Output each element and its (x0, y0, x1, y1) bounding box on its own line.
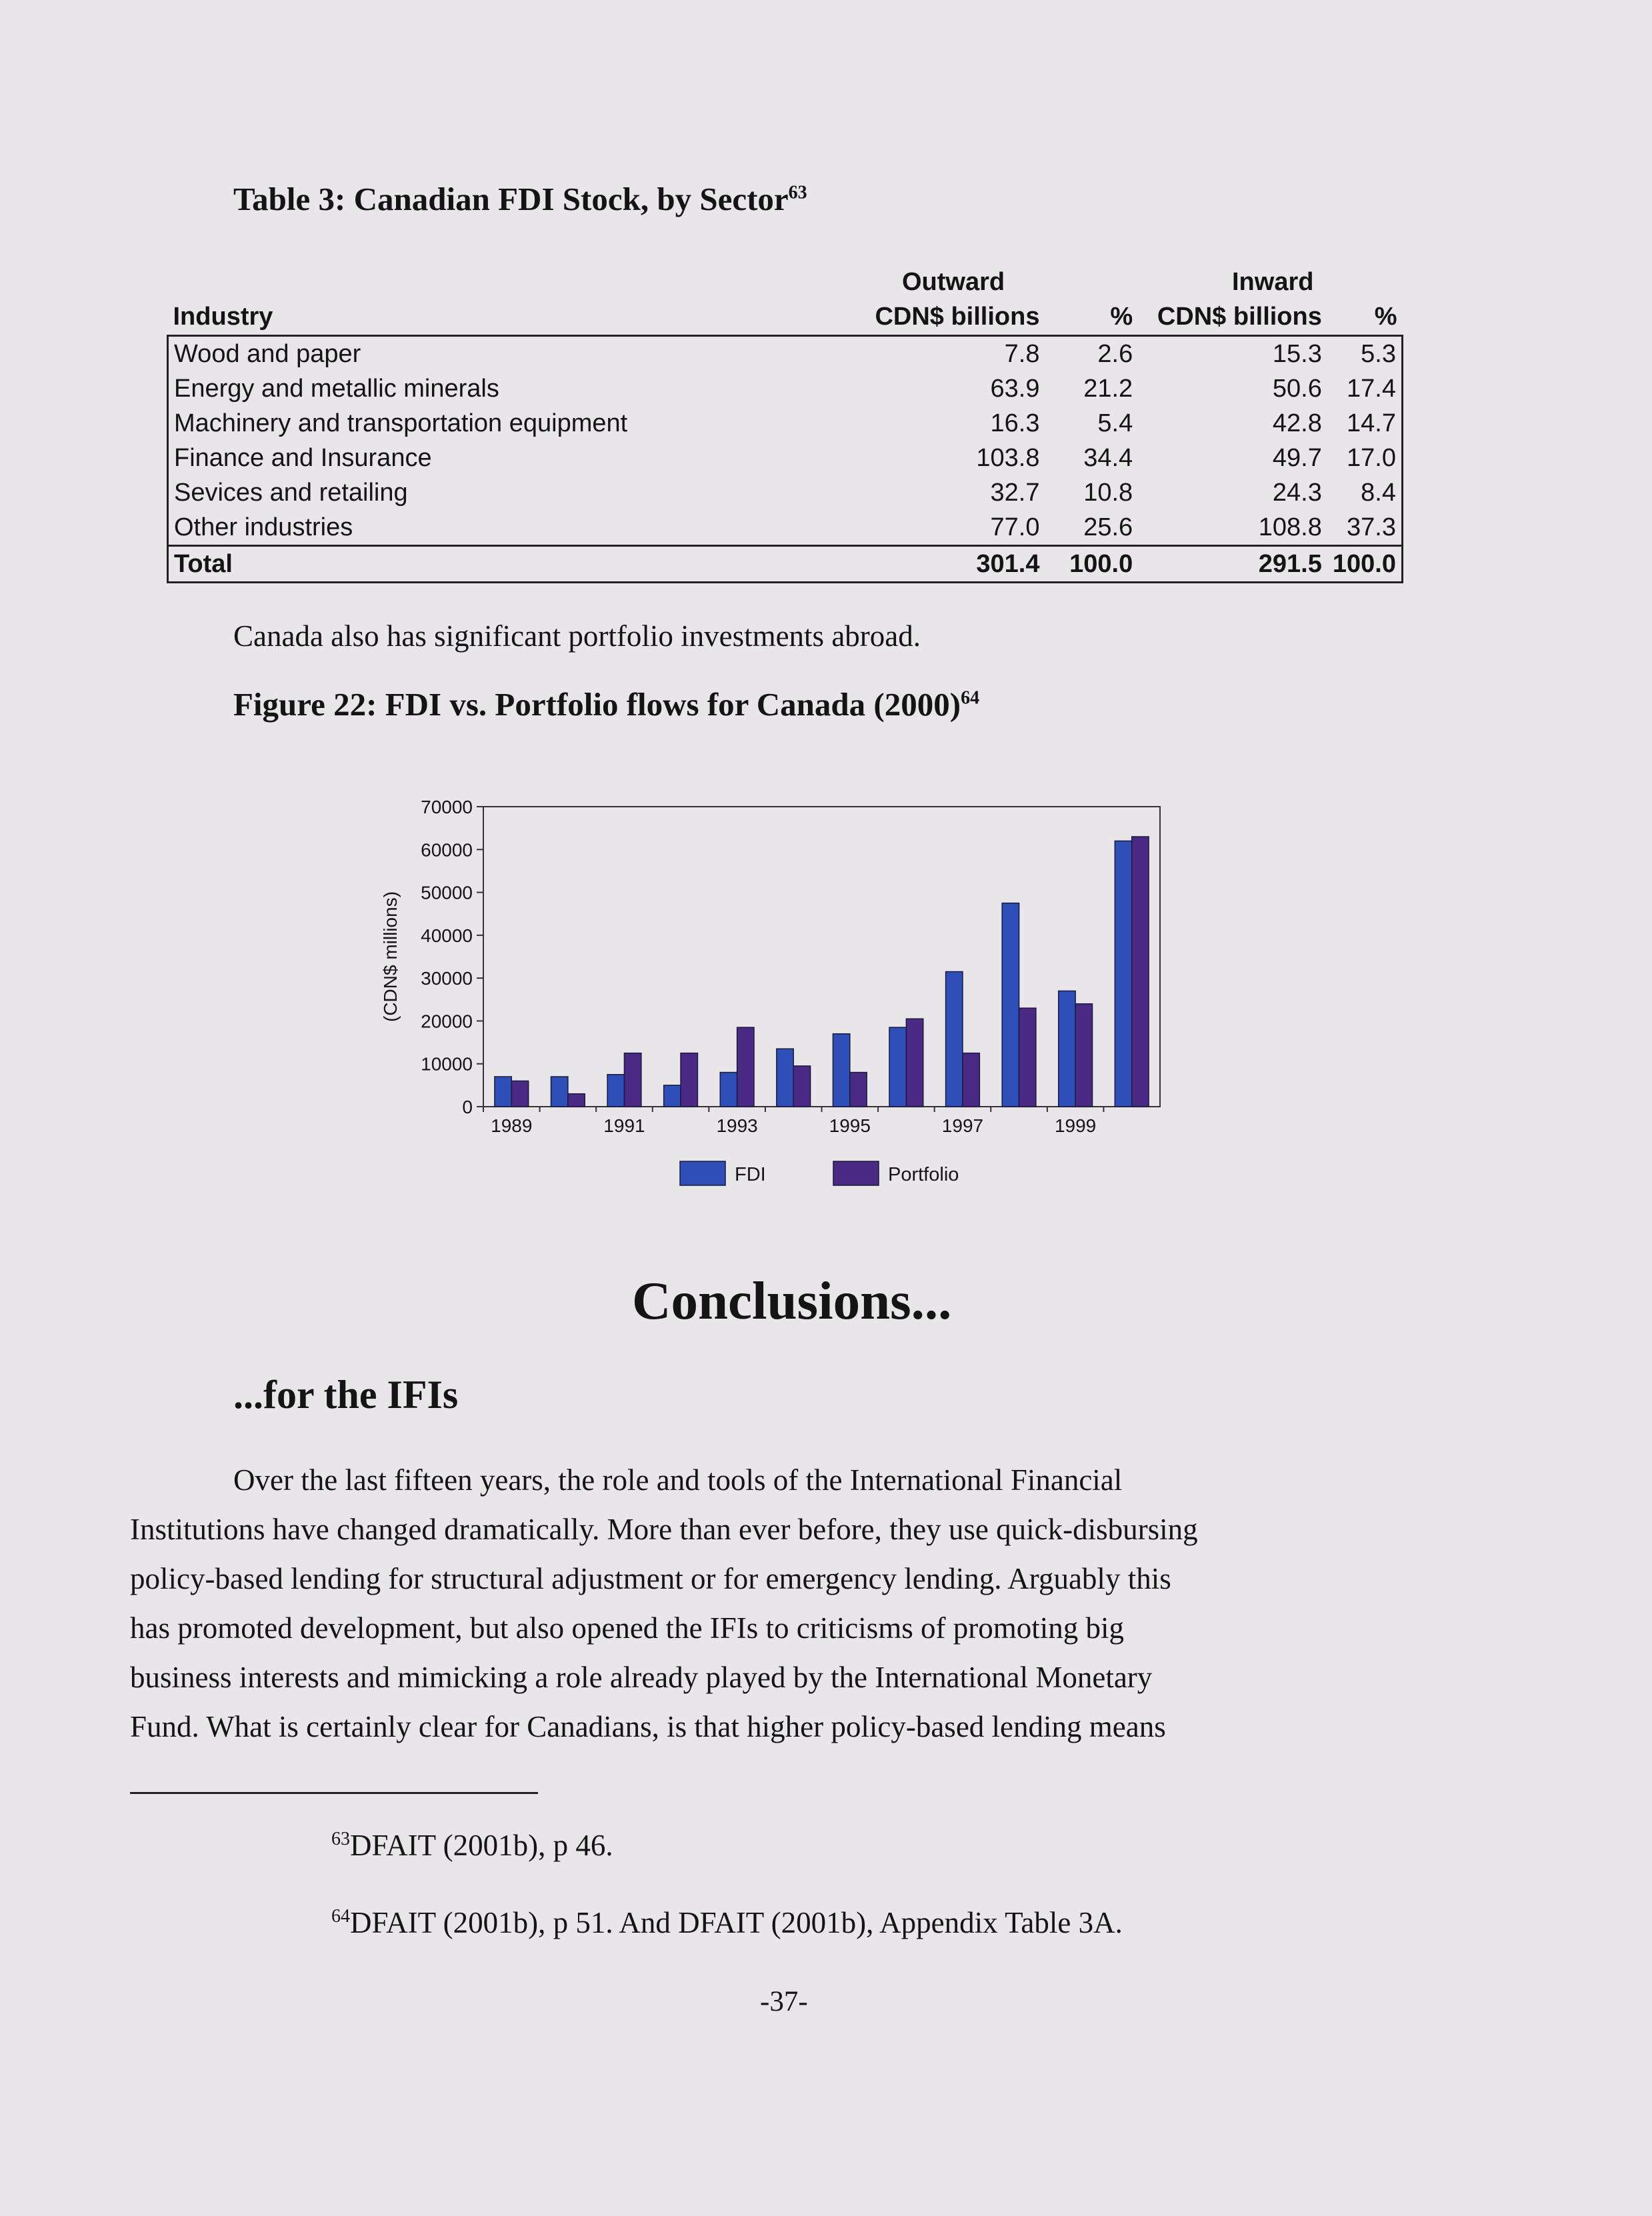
cell-industry: Other industries (174, 513, 353, 541)
cell-inward-value: 108.8 (1258, 513, 1322, 541)
y-tick-label: 70000 (421, 797, 473, 817)
cell-outward-pct: 34.4 (1083, 444, 1133, 472)
bar-fdi-1991 (607, 1075, 624, 1107)
header-outward-value: CDN$ billions (875, 303, 1040, 331)
outward-group-header: Outward (902, 268, 1005, 296)
cell-outward-value: 32.7 (990, 479, 1040, 507)
for-the-ifis-heading: ...for the IFIs (233, 1373, 459, 1417)
figure-title: Figure 22: FDI vs. Portfolio flows for Canada $(2000)^{64}$ (233, 686, 980, 723)
inward-group-header: Inward (1232, 268, 1314, 296)
bar-fdi-1994 (777, 1049, 793, 1107)
x-tick-label: 1989 (491, 1115, 533, 1136)
cell-outward-pct: 10.8 (1083, 479, 1133, 507)
bar-portfolio-1992 (681, 1053, 697, 1107)
cell-outward-value: 16.3 (990, 409, 1040, 437)
table-header-row (168, 301, 1403, 336)
bar-portfolio-1998 (1019, 1008, 1036, 1107)
cell-inward-value: 50.6 (1272, 375, 1322, 403)
paragraph-line: Institutions have changed dramatically. More than ever before, they use quick-disbursing (130, 1513, 1198, 1546)
bar-fdi-1997 (946, 972, 963, 1107)
bar-fdi-1999 (1059, 991, 1075, 1107)
fdi-portfolio-bar-chart (360, 797, 1200, 1210)
cell-inward-pct: 5.3 (1361, 340, 1396, 368)
cell-total-label: Total (168, 546, 856, 583)
table-row (168, 475, 1403, 510)
x-tick-label: 1995 (829, 1115, 871, 1136)
header-outward-pct: % (1110, 303, 1133, 331)
cell-industry: Wood and paper (174, 340, 361, 368)
cell-total-outward-value: 301.4 (856, 546, 1045, 583)
paragraph-line: Fund. What is certainly clear for Canadians, is that higher policy-based lending means (130, 1710, 1166, 1743)
cell-total-inward-pct: 100.0 (1327, 546, 1403, 583)
bar-fdi-1992 (664, 1085, 681, 1107)
bar-portfolio-1990 (568, 1094, 585, 1107)
cell-outward-value: 7.8 (1004, 340, 1040, 368)
cell-industry: Machinery and transportation equipment (174, 409, 628, 437)
conclusions-heading: Conclusions... (632, 1271, 952, 1331)
cell-industry: Sevices and retailing (174, 479, 408, 507)
legend-label-fdi: FDI (735, 1164, 766, 1185)
cell-inward-pct: 8.4 (1361, 479, 1396, 507)
figure-title-footnote-ref: 64 (961, 687, 980, 709)
legend-swatch-portfolio (833, 1161, 879, 1185)
table-row (168, 406, 1403, 441)
x-tick-label: 1991 (603, 1115, 645, 1136)
bar-fdi-1993 (720, 1073, 737, 1107)
y-tick-label: 10000 (421, 1053, 473, 1075)
cell-inward-pct: 37.3 (1347, 513, 1396, 541)
y-tick-label: 50000 (421, 882, 473, 903)
legend-swatch-fdi (680, 1161, 725, 1185)
cell-outward-pct: 25.6 (1083, 513, 1133, 541)
cell-inward-value: 15.3 (1272, 340, 1322, 368)
cell-total-outward-pct: 100.0 (1045, 546, 1138, 583)
paragraph-line: policy-based lending for structural adjustment or for emergency lending. Arguably this (130, 1562, 1171, 1595)
footnote-divider (130, 1792, 538, 1794)
bar-portfolio-1989 (511, 1081, 528, 1107)
y-tick-label: 60000 (421, 839, 473, 861)
cell-inward-pct: 14.7 (1347, 409, 1396, 437)
legend-label-portfolio: Portfolio (888, 1164, 959, 1185)
cell-outward-pct: 5.4 (1097, 409, 1133, 437)
bar-fdi-2000 (1115, 841, 1131, 1107)
y-tick-label: 30000 (421, 968, 473, 989)
bar-portfolio-1997 (963, 1053, 979, 1107)
cell-outward-value: 103.8 (976, 444, 1040, 472)
portfolio-sentence: Canada also has significant portfolio investments abroad. (233, 619, 921, 653)
cell-outward-pct: 2.6 (1097, 340, 1133, 368)
table-row (168, 510, 1403, 546)
x-tick-label: 1997 (941, 1115, 984, 1136)
bar-portfolio-1995 (850, 1073, 867, 1107)
bar-portfolio-1993 (737, 1027, 754, 1107)
cell-inward-value: 24.3 (1272, 479, 1322, 507)
cell-industry: Finance and Insurance (174, 444, 432, 472)
bar-fdi-1996 (889, 1027, 906, 1107)
cell-inward-value: 42.8 (1272, 409, 1322, 437)
header-inward-pct: % (1374, 303, 1397, 331)
table-row (168, 371, 1403, 406)
x-tick-label: 1993 (716, 1115, 758, 1136)
bar-portfolio-1991 (624, 1053, 641, 1107)
paragraph-line: has promoted development, but also opened the IFIs to criticisms of promoting big (130, 1611, 1124, 1645)
chart-plot-area (380, 797, 1160, 1185)
cell-inward-pct: 17.0 (1347, 444, 1396, 472)
footnote-64-mark: 64 (331, 1906, 350, 1927)
table-total-row (168, 546, 1403, 583)
table-title-footnote-ref: 63 (788, 182, 807, 203)
table-title: Table 3: Canadian FDI Stock, by Sector$^{63}$ (233, 181, 807, 217)
cell-inward-pct: 17.4 (1347, 375, 1396, 403)
footnote-64: $^{64}$DFAIT (2001b), p 51. And DFAIT (2001b), Appendix Table 3A. (331, 1906, 1123, 1939)
bar-portfolio-1999 (1075, 1004, 1092, 1107)
bar-fdi-1998 (1002, 903, 1019, 1107)
table-row (168, 441, 1403, 475)
cell-outward-pct: 21.2 (1083, 375, 1133, 403)
bar-portfolio-1996 (906, 1019, 923, 1107)
paragraph-line: business interests and mimicking a role already played by the International Monetary (130, 1661, 1153, 1694)
footnote-63-mark: 63 (331, 1829, 350, 1849)
cell-inward-value: 49.7 (1272, 444, 1322, 472)
x-tick-label: 1999 (1054, 1115, 1097, 1136)
cell-total-inward-value: 291.5 (1138, 546, 1327, 583)
bar-fdi-1995 (833, 1034, 849, 1107)
cell-outward-value: 77.0 (990, 513, 1040, 541)
fdi-stock-table (167, 301, 1403, 583)
cell-outward-value: 63.9 (990, 375, 1040, 403)
footnote-63: $^{63}$DFAIT (2001b), p 46. (331, 1829, 613, 1862)
header-industry: Industry (173, 303, 273, 331)
y-tick-label: 20000 (421, 1011, 473, 1032)
page-number: -37- (760, 1986, 808, 2017)
y-axis-label: (CDN$ millions) (380, 891, 401, 1023)
y-tick-label: 0 (462, 1097, 473, 1117)
bar-fdi-1990 (551, 1077, 568, 1107)
paragraph-line: Over the last fifteen years, the role and tools of the International Financial (233, 1463, 1123, 1497)
cell-industry: Energy and metallic minerals (174, 375, 499, 403)
bar-fdi-1989 (495, 1077, 511, 1107)
y-tick-label: 40000 (421, 925, 473, 946)
header-inward-value: CDN$ billions (1157, 303, 1322, 331)
bar-portfolio-1994 (793, 1066, 810, 1107)
table-row (168, 336, 1403, 372)
conclusions-paragraph (130, 1455, 1457, 1751)
bar-portfolio-2000 (1132, 837, 1149, 1107)
